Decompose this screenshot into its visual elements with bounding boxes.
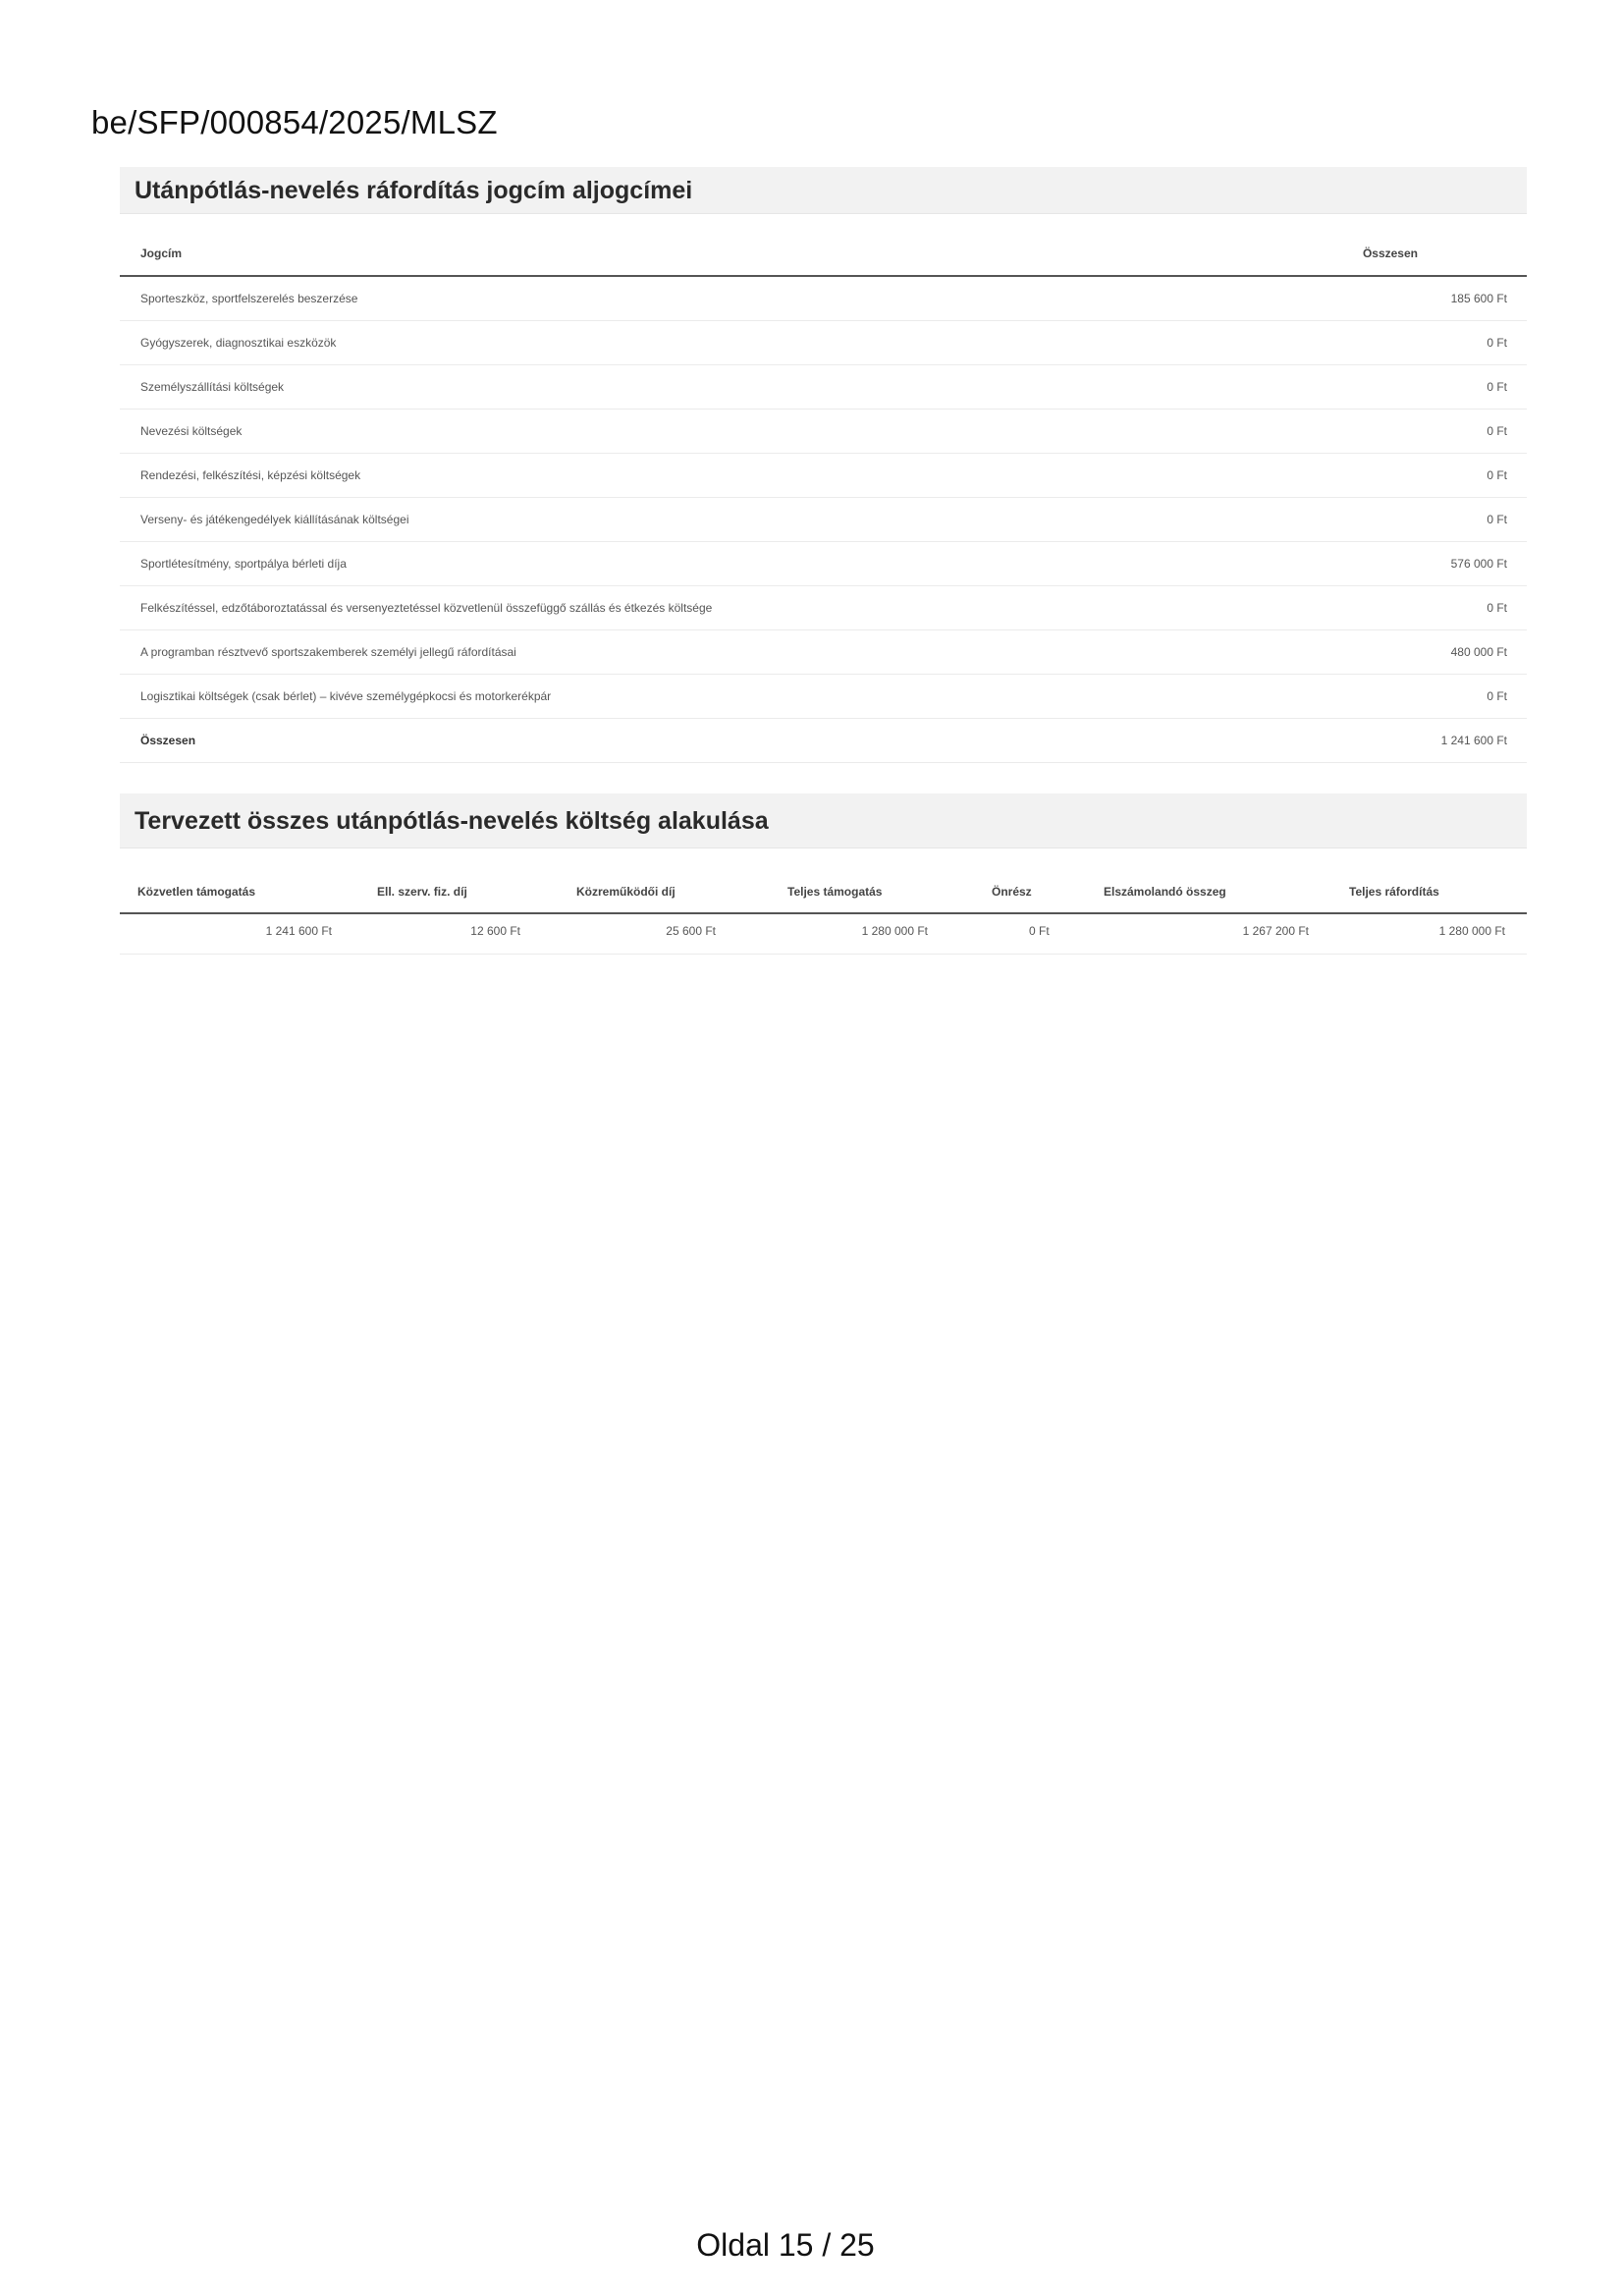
- row-label: Rendezési, felkészítési, képzési költségek: [140, 468, 361, 482]
- table-row: [120, 914, 1527, 955]
- cell-value: 1 280 000 Ft: [861, 924, 928, 938]
- cell-value: 0 Ft: [1029, 924, 1050, 938]
- table-row: [120, 454, 1527, 498]
- row-label: Nevezési költségek: [140, 424, 243, 438]
- cell-value: 1 241 600 Ft: [265, 924, 332, 938]
- row-label: A programban résztvevő sportszakemberek személyi jellegű ráfordításai: [140, 645, 516, 659]
- subcategories-table: [120, 236, 1527, 763]
- row-value: 0 Ft: [1487, 336, 1507, 350]
- column-header: Közvetlen támogatás: [137, 885, 256, 899]
- total-value: 1 241 600 Ft: [1440, 734, 1507, 747]
- cell-value: 12 600 Ft: [470, 924, 520, 938]
- section-title-cost-summary: Tervezett összes utánpótlás-nevelés költség alakulása: [120, 793, 1527, 848]
- column-header-total: Összesen: [1362, 246, 1418, 260]
- table-row: [120, 498, 1527, 542]
- row-label: Logisztikai költségek (csak bérlet) – kivéve személygépkocsi és motorkerékpár: [140, 689, 552, 703]
- row-label: Sportlétesítmény, sportpálya bérleti díja: [140, 557, 347, 571]
- column-header-jogcim: Jogcím: [140, 246, 183, 260]
- table-row: [120, 321, 1527, 365]
- table-row: [120, 675, 1527, 719]
- row-value: 480 000 Ft: [1450, 645, 1507, 659]
- table-row: [120, 542, 1527, 586]
- column-header: Önrész: [992, 885, 1032, 899]
- column-header: Közreműködői díj: [576, 885, 676, 899]
- document-id: be/SFP/000854/2025/MLSZ: [91, 104, 498, 140]
- cost-summary-table: [120, 872, 1527, 955]
- cell-value: 1 267 200 Ft: [1242, 924, 1309, 938]
- row-label: Sporteszköz, sportfelszerelés beszerzése: [140, 292, 358, 305]
- total-label: Összesen: [140, 734, 196, 747]
- table-header: [120, 236, 1527, 277]
- column-header: Teljes ráfordítás: [1349, 885, 1439, 899]
- row-value: 0 Ft: [1487, 601, 1507, 615]
- table-row: [120, 586, 1527, 630]
- column-header: Ell. szerv. fiz. díj: [377, 885, 467, 899]
- column-header: Elszámolandó összeg: [1104, 885, 1226, 899]
- row-value: 576 000 Ft: [1450, 557, 1507, 571]
- table-row: [120, 277, 1527, 321]
- row-value: 0 Ft: [1487, 380, 1507, 394]
- row-label: Gyógyszerek, diagnosztikai eszközök: [140, 336, 337, 350]
- cell-value: 1 280 000 Ft: [1438, 924, 1505, 938]
- section-title-subcategories: Utánpótlás-nevelés ráfordítás jogcím aljogcímei: [120, 167, 1527, 214]
- column-header: Teljes támogatás: [787, 885, 883, 899]
- total-row: [120, 719, 1527, 763]
- cell-value: 25 600 Ft: [666, 924, 716, 938]
- row-value: 0 Ft: [1487, 689, 1507, 703]
- row-label: Személyszállítási költségek: [140, 380, 285, 394]
- row-label: Verseny- és játékengedélyek kiállításának költségei: [140, 513, 409, 526]
- table-row: [120, 630, 1527, 675]
- row-label: Felkészítéssel, edzőtáboroztatással és versenyeztetéssel közvetlenül összefüggő szállás és étkezés költsége: [140, 601, 713, 615]
- row-value: 0 Ft: [1487, 513, 1507, 526]
- table-row: [120, 410, 1527, 454]
- row-value: 185 600 Ft: [1450, 292, 1507, 305]
- row-value: 0 Ft: [1487, 424, 1507, 438]
- row-value: 0 Ft: [1487, 468, 1507, 482]
- table-row: [120, 365, 1527, 410]
- page-number: Oldal 15 / 25: [696, 2227, 875, 2263]
- table-header: [120, 872, 1527, 914]
